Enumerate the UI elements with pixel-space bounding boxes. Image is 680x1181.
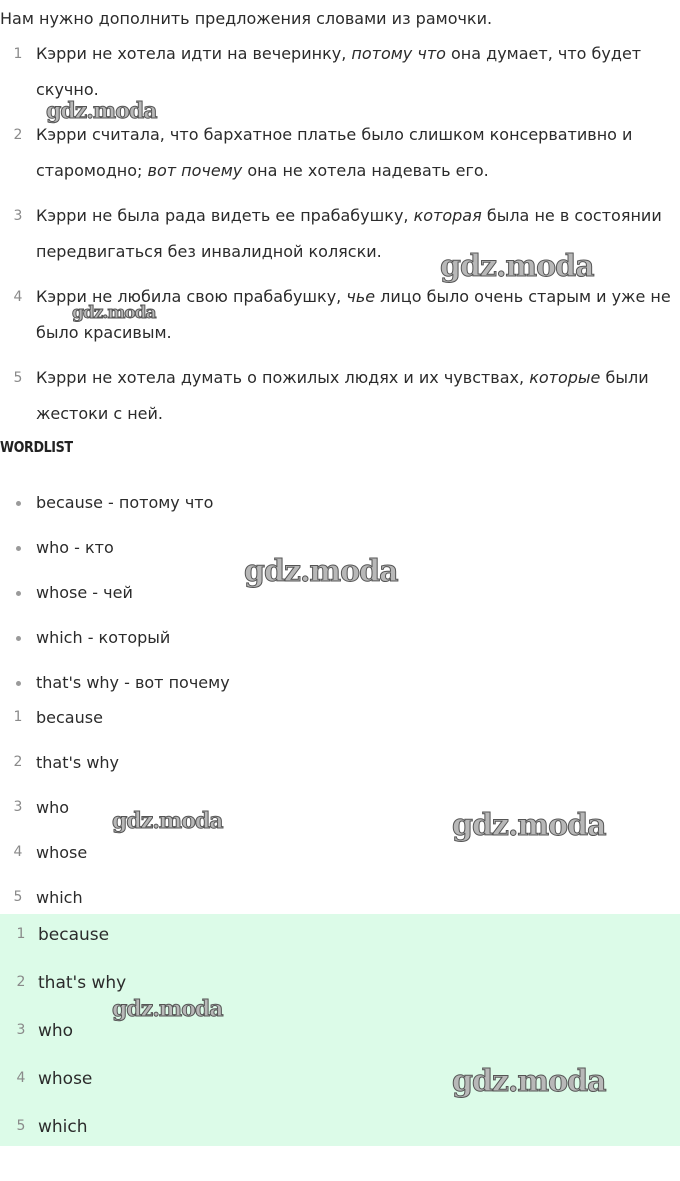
watermark: gdz.moda [452,808,606,843]
wordlist-item [0,491,680,515]
watermark: gdz.moda [112,808,223,834]
wordlist-entry: which - который [36,628,171,647]
wordlist-item [0,671,680,695]
item-number: 1 [16,926,26,942]
answer-text: who [38,1021,74,1041]
item-number: 2 [13,754,23,770]
exercise-sentence: Кэрри считала, что бархатное платье было слишком консервативно и старомодно; вот почему она не хотела надевать его. [36,125,633,180]
item-number: 4 [16,1070,26,1086]
wordlist-item [0,626,680,650]
bullet-dot-icon [16,546,21,551]
answer-text: that's why [36,753,120,772]
item-number: 4 [13,289,23,305]
answer-text: because [38,925,110,945]
item-number: 1 [13,46,23,62]
intro-text: Нам нужно дополнить предложения словами из рамочки. [0,9,493,28]
answer-item [0,841,680,865]
answer-text: because [36,708,103,727]
item-number: 2 [16,974,26,990]
answer-item [0,706,680,730]
wordlist-entry: that's why - вот почему [36,673,230,692]
answer-text: who [36,798,70,817]
wordlist-entry: whose - чей [36,583,133,602]
highlight-answer-item [0,970,680,996]
answer-text: which [38,1117,88,1137]
bullet-dot-icon [16,681,21,686]
wordlist-entry: because - потому что [36,493,214,512]
answer-text: which [36,888,83,907]
answer-item [0,751,680,775]
item-number: 5 [13,889,23,905]
exercise-sentence: Кэрри не была рада видеть ее прабабушку, которая была не в состоянии передвигаться без инвалидной коляски. [36,206,662,261]
wordlist-heading: WORDLIST [0,438,73,456]
answer-text: whose [38,1069,93,1089]
watermark: gdz.moda [452,1064,606,1099]
wordlist-entry: who - кто [36,538,114,557]
watermark: gdz.moda [112,996,223,1022]
watermark: gdz.moda [46,98,157,124]
watermark: gdz.moda [244,554,398,589]
highlight-answer-item [0,1018,680,1044]
watermark: gdz.moda [72,303,156,323]
answer-text: whose [36,843,88,862]
highlight-answer-item [0,1114,680,1140]
exercise-sentence: Кэрри не хотела идти на вечеринку, потому что она думает, что будет скучно. [36,44,642,99]
answer-text: that's why [38,973,127,993]
bullet-dot-icon [16,636,21,641]
exercise-sentence: Кэрри не любила свою прабабушку, чье лицо было очень старым и уже не было красивым. [36,287,671,342]
item-number: 5 [16,1118,26,1134]
watermark: gdz.moda [440,249,594,284]
exercise-sentence: Кэрри не хотела думать о пожилых людях и их чувствах, которые были жестоки с ней. [36,368,649,423]
item-number: 2 [13,127,23,143]
bullet-dot-icon [16,501,21,506]
item-number: 3 [13,208,23,224]
answer-highlight-box [0,914,680,1146]
item-number: 3 [16,1022,26,1038]
item-number: 3 [13,799,23,815]
item-number: 4 [13,844,23,860]
item-number: 5 [13,370,23,386]
highlight-answer-item [0,922,680,948]
bullet-dot-icon [16,591,21,596]
item-number: 1 [13,709,23,725]
answer-item [0,886,680,910]
